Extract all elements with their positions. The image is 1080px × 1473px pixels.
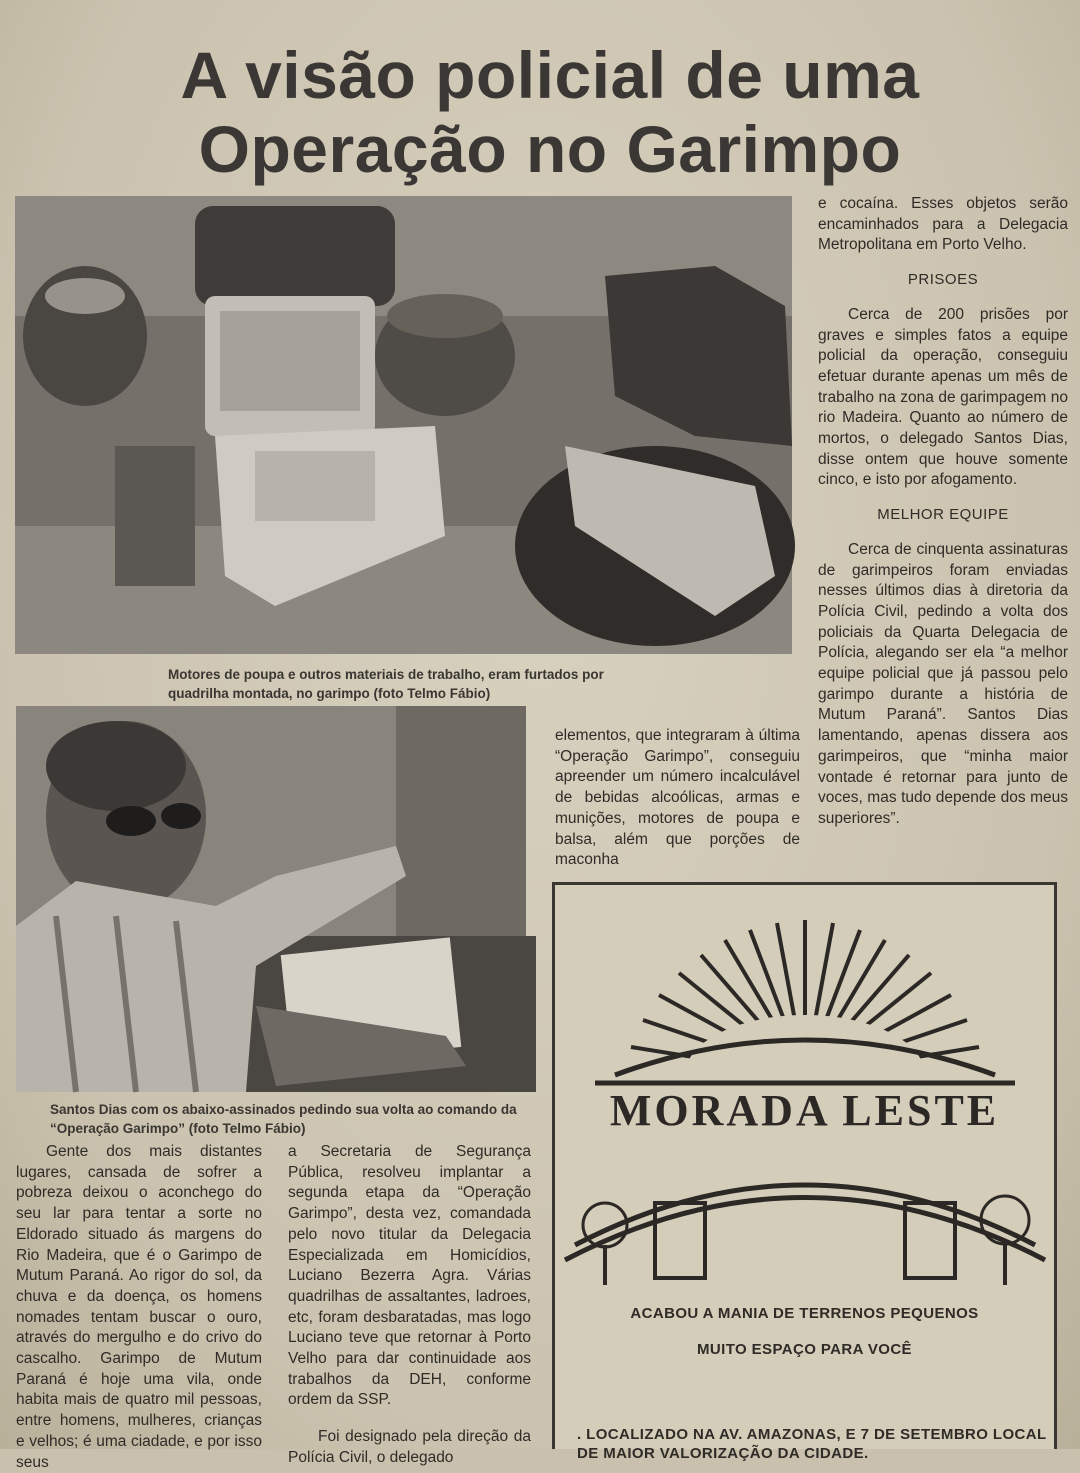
advertisement-morada-leste [552, 882, 1057, 1462]
boat-engines-photo [15, 196, 792, 654]
ad-slogan: MUITO ESPAÇO PARA VOCÊ [697, 1341, 912, 1358]
photo-caption-portrait [50, 1100, 550, 1138]
middle-column [555, 726, 800, 871]
subhead-prisoes: PRISOES [907, 271, 979, 289]
headline [60, 38, 1040, 186]
photo-caption-engines [168, 665, 688, 703]
bottom-middle-column [288, 1142, 531, 1466]
subhead-melhor-equipe: MELHOR EQUIPE [877, 506, 1009, 524]
portrait-photo [16, 706, 526, 1092]
headline-line-2: Operação no Garimpo [198, 112, 902, 186]
right-column [818, 194, 1068, 830]
ad-location: . LOCALIZADO NA AV. AMAZONAS, E 7 DE SETEMBRO LOCAL DE MAIOR VALORIZAÇÃO DA CIDADE. [577, 1426, 1047, 1462]
article-paragraph: a Secretaria de Segurança Pública, resolveu implantar a segunda etapa da “Operação Garimpo”, desta vez, comandada pelo novo titular da Delegacia Especializada em Homicídios, Luciano Bezerra Agra. Várias quadrilhas de assaltantes, ladroes, etc, foram desbaratadas, mas logo Luciano teve que retornar à Porto Velho para dar continuidade aos trabalhos da DEH, conforme ordem da SSP. [288, 1143, 531, 1409]
caption-line: Motores de poupa e outros materiais de trabalho, eram furtados por [168, 667, 604, 682]
article-paragraph: Cerca de cinquenta assinaturas de garimpeiros foram enviadas nesses últimos dias à diretoria da Polícia Civil, pedindo a volta dos policiais da Quarta Delegacia de Polícia, alegando ser ela “a melhor equipe policial que já passou pelo garimpo durante a história de Mutum Paraná”. Santos Dias lamentando, apenas dissera aos garimpeiros, que “minha maior vontade é retornar para junto de voces, mas tudo depende dos meus superiores”. [818, 540, 1068, 827]
caption-line: quadrilha montada, no garimpo (foto Telmo Fábio) [168, 686, 491, 701]
headline-line-1: A visão policial de uma [180, 38, 920, 112]
ad-title: MORADA LESTE [609, 1086, 1000, 1135]
article-paragraph: e cocaína. Esses objetos serão encaminhados para a Delegacia Metropolitana em Porto Velho. [818, 195, 1068, 254]
article-paragraph: Foi designado pela direção da Polícia Civil, o delegado [288, 1428, 531, 1466]
ad-slogan: ACABOU A MANIA DE TERRENOS PEQUENOS [630, 1305, 979, 1322]
caption-line: Santos Dias com os abaixo-assinados pedindo sua volta ao comando da [50, 1102, 517, 1117]
caption-line: “Operação Garimpo” (foto Telmo Fábio) [50, 1121, 306, 1136]
article-paragraph: Gente dos mais distantes lugares, cansada de sofrer a pobreza deixou o aconchego do seu lar para tentar a sorte no Eldorado situado ás margens do Rio Madeira, que é o Garimpo de Mutum Paraná. Ao rigor do sol, da chuva e da doença, os homens nomades tentam buscar o ouro, através do mergulho e do crivo do cascalho. Garimpo de Mutum Paraná é hoje uma vila, onde habita mais de quatro mil pessoas, entre homens, mulheres, crianças e velhos; é uma ciadade, e por isso seus [16, 1143, 262, 1471]
article-paragraph: Cerca de 200 prisões por graves e simples fatos a equipe policial da operação, conseguiu efetuar durante apenas um mês de trabalho na zona de garimpagem no rio Madeira. Quanto ao número de mortos, o delegado Santos Dias, disse ontem que houve somente cinco, e isto por afogamento. [818, 305, 1068, 489]
article-paragraph: elementos, que integraram à última “Operação Garimpo”, conseguiu apreender um número incalculável de bebidas alcoólicas, armas e munições, motores de poupa e balsa, além que porções de maconha [555, 727, 800, 869]
bottom-left-column [16, 1142, 262, 1471]
